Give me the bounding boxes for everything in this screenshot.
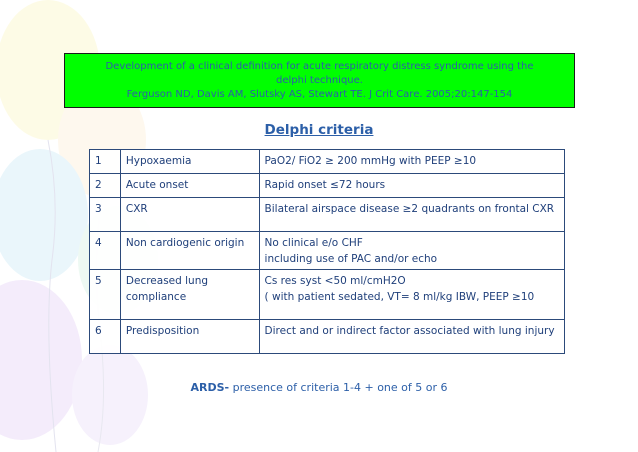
balloon-icon — [72, 345, 148, 445]
criterion-number: 1 — [90, 150, 121, 174]
ards-term: ARDS- — [190, 381, 230, 394]
criterion-definition — [259, 174, 564, 198]
definition-line: Cs res syst <50 ml/cmH2O — [264, 275, 406, 287]
section-title: Delphi criteria — [264, 122, 374, 138]
criterion-name: Non cardiogenic origin — [120, 232, 259, 270]
criterion-definition — [259, 320, 564, 354]
table-row — [90, 198, 565, 232]
criterion-name: Hypoxaemia — [120, 150, 259, 174]
criterion-definition — [259, 232, 564, 270]
citation-authors: Ferguson ND, Davis AM, Slutsky AS, Stewart TE. J Crit Care. 2005;20:147-154 — [126, 89, 513, 100]
citation-title-line1: Development of a clinical definition for acute respiratory distress syndrome using the — [105, 61, 534, 72]
criterion-number: 6 — [90, 320, 121, 354]
criterion-number: 3 — [90, 198, 121, 232]
table-row — [90, 150, 565, 174]
criterion-name: Predisposition — [120, 320, 259, 354]
criterion-definition — [259, 270, 564, 320]
criterion-number: 2 — [90, 174, 121, 198]
criterion-definition — [259, 150, 564, 174]
balloon-icon — [0, 280, 82, 440]
criterion-number: 5 — [90, 270, 121, 320]
table-row — [90, 270, 565, 320]
definition-line: No clinical e/o CHF — [264, 237, 363, 249]
criterion-name: Decreased lung compliance — [120, 270, 259, 320]
definition-line: PaO2/ FiO2 ≥ 200 mmHg with PEEP ≥10 — [264, 155, 477, 167]
criteria-table — [89, 149, 565, 354]
definition-line: Bilateral airspace disease ≥2 quadrants on frontal CXR — [264, 203, 555, 215]
citation-box — [64, 53, 575, 108]
definition-line: Rapid onset ≤72 hours — [264, 179, 386, 191]
definition-line: ( with patient sedated, VT= 8 ml/kg IBW, PEEP ≥10 — [264, 291, 535, 303]
ards-summary — [0, 381, 638, 394]
table-row — [90, 174, 565, 198]
definition-line: Direct and or indirect factor associated with lung injury — [264, 325, 555, 337]
definition-line: including use of PAC and/or echo — [264, 253, 438, 265]
table-row — [90, 232, 565, 270]
criterion-number: 4 — [90, 232, 121, 270]
criterion-name: CXR — [120, 198, 259, 232]
criterion-name: Acute onset — [120, 174, 259, 198]
table-row — [90, 320, 565, 354]
criterion-definition — [259, 198, 564, 232]
ards-summary-text: presence of criteria 1-4 + one of 5 or 6 — [229, 381, 448, 394]
citation-title-line2: delphi technique. — [276, 75, 363, 86]
